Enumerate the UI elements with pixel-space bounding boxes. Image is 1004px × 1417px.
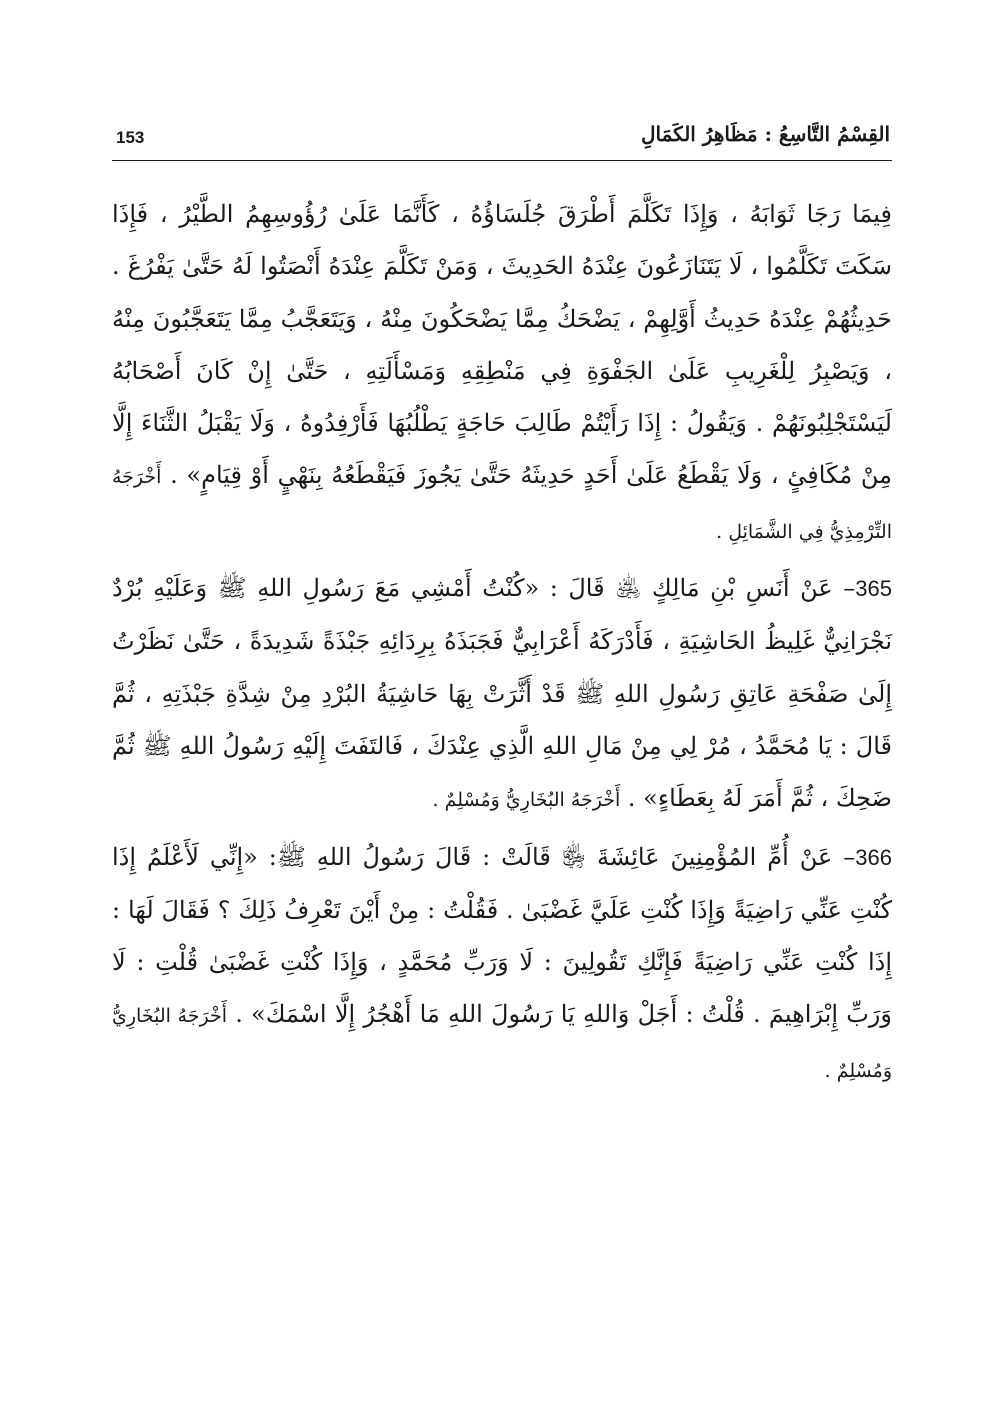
paragraph-continuation bbox=[112, 188, 892, 558]
page-header bbox=[112, 120, 892, 161]
hadith-reference: أَخْرَجَهُ البُخَارِيُّ وَمُسْلِمٌ . bbox=[432, 789, 621, 812]
hadith-reference: أَخْرَجَهُ التِّرْمِذِيُّ فِي الشَّمَائِلِ . bbox=[112, 466, 892, 543]
page-body bbox=[112, 188, 892, 1101]
page-number: 153 bbox=[116, 128, 145, 147]
hadith-number: 366 bbox=[855, 844, 892, 870]
hadith-text: عَنْ أُمِّ المُؤْمِنِينَ عَائِشَةَ ﵂ قَالَتْ : قَالَ رَسُولُ اللهِ ﷺ: «إِنِّي لَأَعْلَمُ إِذَا كُنْتِ عَنِّي رَاضِيَةً وَإِذَا كُنْتِ عَلَيَّ غَضْبَىٰ . فَقُلْتُ : مِنْ أَيْنَ تَعْرِفُ ذَلِكَ ؟ فَقَالَ لَهَا : إِذَا كُنْتِ عَنِّي رَاضِيَةً فَإِنَّكِ تَقُولِينَ : لَا وَرَبِّ مُحَمَّدٍ ، وَإِذَا كُنْتِ غَضْبَىٰ قُلْتِ : لَا وَرَبِّ إِبْرَاهِيمَ . قُلْتُ : أَجَلْ وَاللهِ يَا رَسُولَ اللهِ مَا أَهْجُرُ إِلَّا اسْمَكَ» . bbox=[112, 842, 892, 1029]
paragraph-hadith-365: 365– عَنْ أَنَسِ بْنِ مَالِكٍ ﵁ قَالَ : «كُنْتُ أَمْشِي مَعَ رَسُولِ اللهِ ﷺ وَعَلَيْهِ بُرْدٌ نَجْرَانِيٌّ غَلِيظُ الحَاشِيَةِ ، فَأَدْرَكَهُ أَعْرَابِيٌّ فَجَبَذَهُ بِرِدَائِهِ جَبْذَةً شَدِيدَةً ، حَتَّىٰ نَظَرْتُ إِلَىٰ صَفْحَةِ عَاتِقِ رَسُولِ اللهِ ﷺ قَدْ أَثَّرَتْ بِهَا حَاشِيَةُ البُرْدِ مِنْ شِدَّةِ جَبْذَتِهِ ، ثُمَّ قَالَ : يَا مُحَمَّدُ ، مُرْ لِي مِنْ مَالِ اللهِ الَّذِي عِنْدَكَ ، فَالتَفَتَ إِلَيْهِ رَسُولُ اللهِ ﷺ ثُمَّ ضَحِكَ ، ثُمَّ أَمَرَ لَهُ بِعَطَاءٍ» . أَخْرَجَهُ البُخَارِيُّ وَمُسْلِمٌ . bbox=[112, 574, 892, 813]
paragraph-hadith-366: 366– عَنْ أُمِّ المُؤْمِنِينَ عَائِشَةَ ﵂ قَالَتْ : قَالَ رَسُولُ اللهِ ﷺ: «إِنِّي لَأَعْلَمُ إِذَا كُنْتِ عَنِّي رَاضِيَةً وَإِذَا كُنْتِ عَلَيَّ غَضْبَىٰ . فَقُلْتُ : مِنْ أَيْنَ تَعْرِفُ ذَلِكَ ؟ فَقَالَ لَهَا : إِذَا كُنْتِ عَنِّي رَاضِيَةً فَإِنَّكِ تَقُولِينَ : لَا وَرَبِّ مُحَمَّدٍ ، وَإِذَا كُنْتِ غَضْبَىٰ قُلْتِ : لَا وَرَبِّ إِبْرَاهِيمَ . قُلْتُ : أَجَلْ وَاللهِ يَا رَسُولَ اللهِ مَا أَهْجُرُ إِلَّا اسْمَكَ» . أَخْرَجَهُ البُخَارِيُّ وَمُسْلِمٌ . bbox=[112, 842, 892, 1082]
hadith-reference: أَخْرَجَهُ البُخَارِيُّ وَمُسْلِمٌ . bbox=[112, 1005, 892, 1082]
hadith-text: فِيمَا رَجَا ثَوَابَهُ ، وَإِذَا تَكَلَّمَ أَطْرَقَ جُلَسَاؤُهُ ، كَأَنَّمَا عَلَىٰ رُؤُوسِهِمُ الطَّيْرُ ، فَإِذَا سَكَتَ تَكَلَّمُوا ، لَا يَتَنَازَعُونَ عِنْدَهُ الحَدِيثَ ، وَمَنْ تَكَلَّمَ عِنْدَهُ أَنْصَتُوا لَهُ حَتَّىٰ يَفْرُغَ . حَدِيثُهُمْ عِنْدَهُ حَدِيثُ أَوَّلِهِمْ ، يَضْحَكُ مِمَّا يَضْحَكُونَ مِنْهُ ، وَيَتَعَجَّبُ مِمَّا يَتَعَجَّبُونَ مِنْهُ ، وَيَصْبِرُ لِلْغَرِيبِ عَلَىٰ الجَفْوَةِ فِي مَنْطِقِهِ وَمَسْأَلَتِهِ ، حَتَّىٰ إِنْ كَانَ أَصْحَابُهُ لَيَسْتَجْلِبُونَهُمْ . وَيَقُولُ : إِذَا رَأَيْتُمْ طَالِبَ حَاجَةٍ يَطْلُبُهَا فَأَرْفِدُوهُ ، وَلَا يَقْبَلُ الثَّنَاءَ إِلَّا مِنْ مُكَافِئٍ ، وَلَا يَقْطَعُ عَلَىٰ أَحَدٍ حَدِيثَهُ حَتَّىٰ يَجُوزَ فَيَقْطَعُهُ بِنَهْيٍ أَوْ قِيَامٍ» . bbox=[112, 200, 892, 490]
hadith-text: عَنْ أَنَسِ بْنِ مَالِكٍ ﵁ قَالَ : «كُنْتُ أَمْشِي مَعَ رَسُولِ اللهِ ﷺ وَعَلَيْهِ بُرْدٌ نَجْرَانِيٌّ غَلِيظُ الحَاشِيَةِ ، فَأَدْرَكَهُ أَعْرَابِيٌّ فَجَبَذَهُ بِرِدَائِهِ جَبْذَةً شَدِيدَةً ، حَتَّىٰ نَظَرْتُ إِلَىٰ صَفْحَةِ عَاتِقِ رَسُولِ اللهِ ﷺ قَدْ أَثَّرَتْ بِهَا حَاشِيَةُ البُرْدِ مِنْ شِدَّةِ جَبْذَتِهِ ، ثُمَّ قَالَ : يَا مُحَمَّدُ ، مُرْ لِي مِنْ مَالِ اللهِ الَّذِي عِنْدَكَ ، فَالتَفَتَ إِلَيْهِ رَسُولُ اللهِ ﷺ ثُمَّ ضَحِكَ ، ثُمَّ أَمَرَ لَهُ بِعَطَاءٍ» . bbox=[112, 574, 892, 813]
hadith-number: 365 bbox=[855, 576, 892, 602]
running-title: القِسْمُ التَّاسِعُ : مَظَاهِرُ الكَمَالِ bbox=[640, 122, 890, 146]
